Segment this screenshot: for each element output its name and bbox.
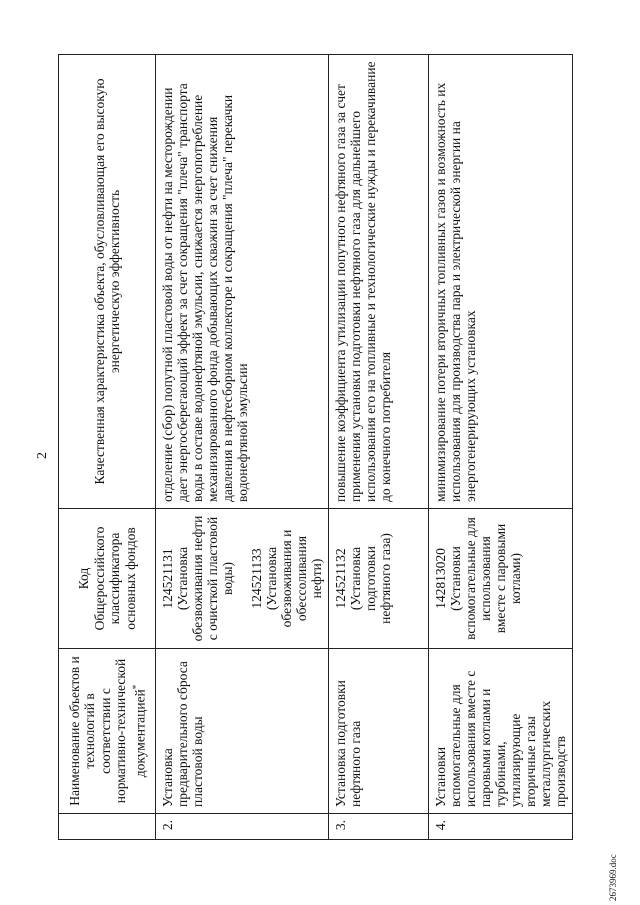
- row-number: 3.: [329, 814, 429, 840]
- okof-description: (Установка подготовки нефтяного газа): [348, 533, 393, 624]
- header-characteristic: Качественная характеристика объекта, обусловливающая его высокую энергетическую эффективность: [59, 55, 156, 509]
- table-row: [429, 55, 573, 840]
- object-name: Установка подготовки нефтяного газа: [329, 649, 429, 814]
- header-num: [59, 814, 156, 840]
- okof-description: (Установка обезвоживания и обессоливания нефти): [264, 529, 324, 628]
- header-name: [59, 649, 156, 814]
- footnote-mark: *: [130, 684, 141, 690]
- okof-code: 124521133: [249, 548, 264, 609]
- object-name: Установки вспомогательные для использования вместе с паровыми котлами и турбинами, утилизирующие вторичные газы металлургических производств: [429, 649, 573, 814]
- row-number: 4.: [429, 814, 573, 840]
- page-number: 2: [35, 452, 50, 459]
- characteristic-text: отделение (сбор) попутной пластовой воды от нефти на месторождении дает энергосберегающий эффект за счет сокращения "плеча" транспорта воды в составе водонефтяной эмульсии, снижается энергопотребление механизированного фонда добывающих скважин за счет снижения давления в нефтесборном коллекторе и сокращения "плеча" перекачки водонефтяной эмульсии: [156, 55, 329, 509]
- row-number: 2.: [156, 814, 329, 840]
- table-row: [156, 55, 329, 840]
- okof-description: (Установка обезвоживания нефти с очисткой пластовой воды): [175, 515, 235, 642]
- table-row: [329, 55, 429, 840]
- header-code: Код Общероссийского классификатора основных фондов: [59, 509, 156, 649]
- okof-code: 124521132: [333, 548, 348, 609]
- code-block: [160, 515, 235, 642]
- code-cell: [156, 509, 329, 649]
- code-block: [333, 515, 393, 642]
- document-reference: 2673969.doc: [608, 854, 618, 901]
- code-cell: [429, 509, 573, 649]
- energy-efficiency-table: [58, 54, 573, 840]
- table-header-row: [59, 55, 156, 840]
- characteristic-text: повышение коэффициента утилизации попутного нефтяного газа за счет применения установки подготовки нефтяного газа для дальнейшего использования его на топливные и технологические нужды и перекачивание до конечного потребителя: [329, 55, 429, 509]
- okof-code: 124521131: [160, 548, 175, 609]
- header-name-text: Наименование объектов и технологий в соответствии с нормативно-технической документацией: [66, 656, 147, 806]
- code-cell: [329, 509, 429, 649]
- code-block: [249, 515, 324, 642]
- characteristic-text: минимизирование потери вторичных топливных газов и возможность их использования для производства пара и электрической энергии на энергогенерирующих установках: [429, 55, 573, 509]
- code-block: [433, 515, 523, 642]
- okof-code: 142813020: [433, 548, 448, 609]
- object-name: Установка предварительного сброса пластовой воды: [156, 649, 329, 814]
- okof-description: (Установки вспомогательные для использования вместе с паровыми котлами): [448, 517, 523, 640]
